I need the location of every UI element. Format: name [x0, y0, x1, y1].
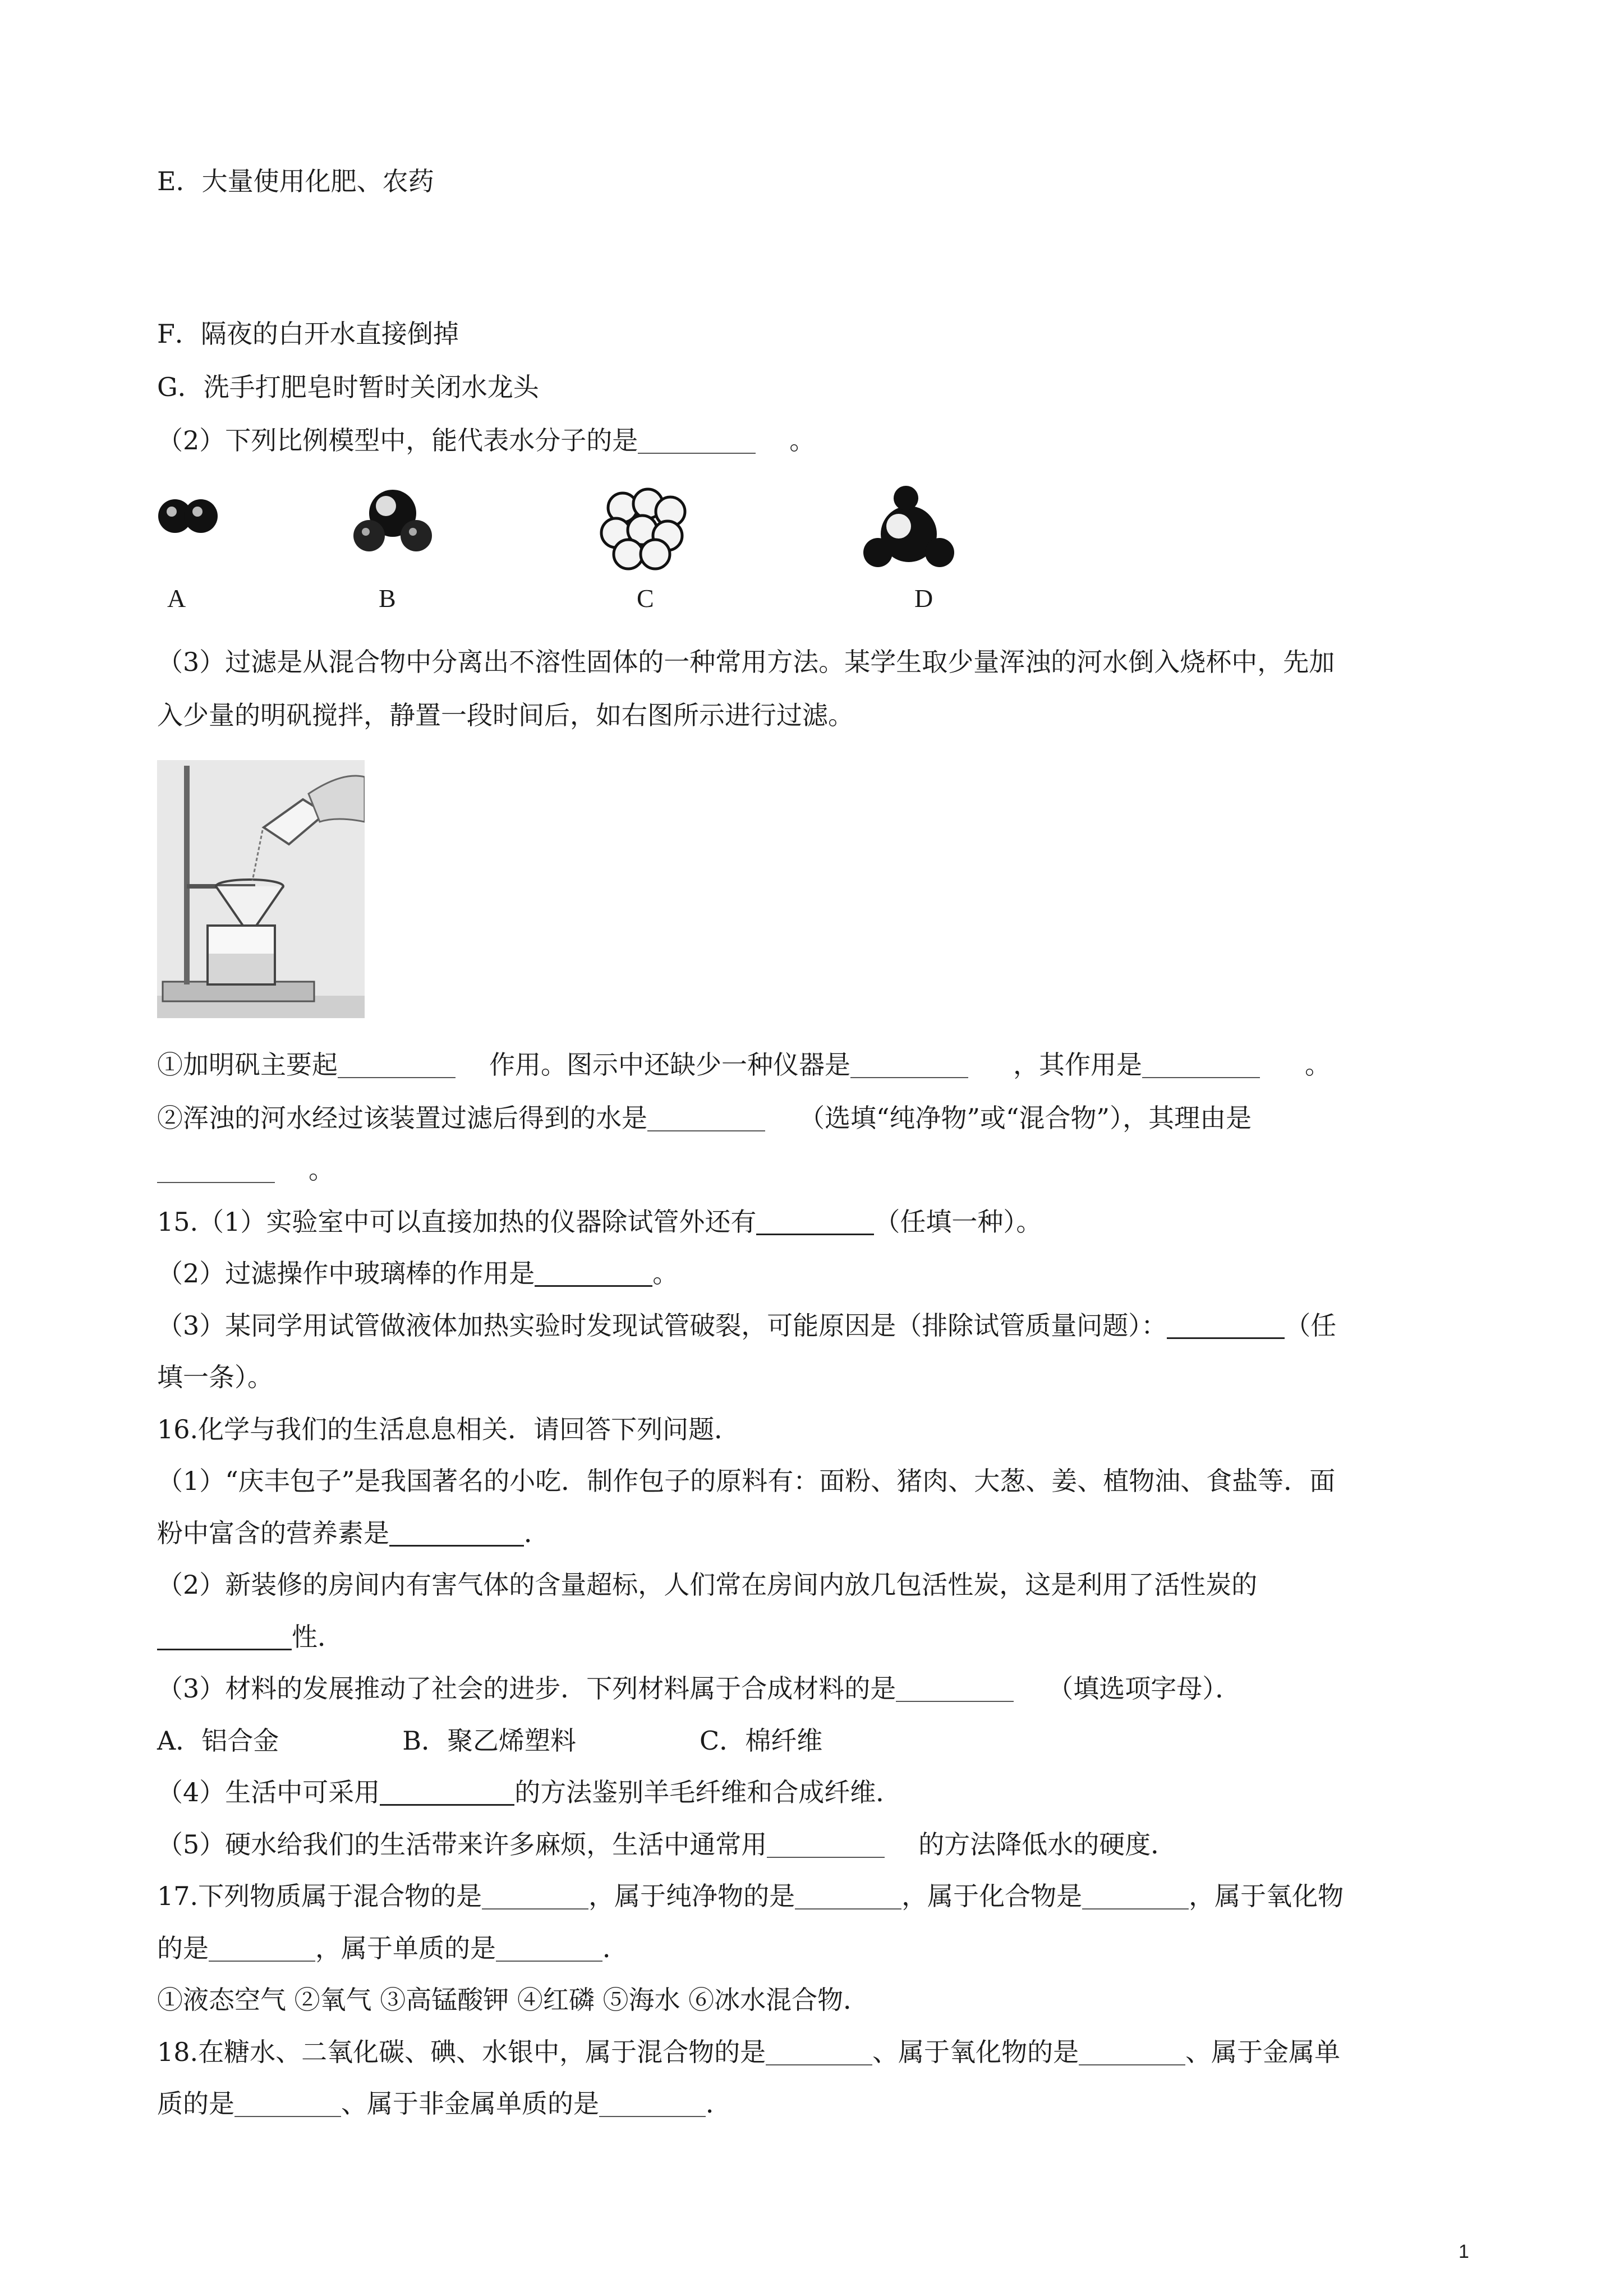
- question-15-1: 15.（1）实验室中可以直接加热的仪器除试管外还有 （任填一种）。: [157, 1207, 1042, 1237]
- page-number: 1: [1459, 2241, 1469, 2262]
- question-17-cont: 的是 ，属于单质的是 ．: [157, 1933, 628, 1963]
- answer-blank: [766, 2039, 872, 2065]
- model-label: C: [637, 584, 654, 613]
- question-16: 16.化学与我们的生活息息相关．请回答下列问题．: [157, 1414, 740, 1444]
- answer-blank: [389, 1519, 524, 1547]
- question-16-options: A．铝合金 B．聚乙烯塑料 C．棉纤维: [157, 1726, 823, 1756]
- model-c: [589, 482, 690, 623]
- model-label: D: [914, 584, 933, 613]
- answer-blank: [638, 427, 756, 454]
- answer-blank: [767, 1831, 885, 1858]
- answer-blank: [209, 1935, 315, 1962]
- model-label: A: [167, 584, 186, 613]
- question-16-1-cont: 粉中富含的营养素是 ．: [157, 1518, 550, 1548]
- sub-question-2: ②浑浊的河水经过该装置过滤后得到的水是 （选填“纯净物”或“混合物”），其理由是: [157, 1103, 1252, 1133]
- answer-blank: [647, 1105, 765, 1131]
- question-15-2: （2）过滤操作中玻璃棒的作用是 。: [157, 1258, 679, 1289]
- model-d: [853, 482, 954, 623]
- answer-blank: [1079, 2039, 1185, 2065]
- answer-blank: [795, 1883, 901, 1910]
- answer-blank: [234, 2090, 341, 2117]
- answer-blank: [896, 1675, 1014, 1702]
- answer-blank: [482, 1883, 588, 1910]
- answer-blank: [599, 2090, 706, 2117]
- model-a: [151, 482, 252, 623]
- water-molecule-icon: [342, 482, 443, 567]
- question-16-3: （3）材料的发展推动了社会的进步．下列材料属于合成材料的是 （填选项字母）．: [157, 1673, 1241, 1704]
- question-3-line-2: 入少量的明矾搅拌，静置一段时间后，如右图所示进行过滤。: [157, 700, 854, 730]
- question-15-3: （3）某同学用试管做液体加热实验时发现试管破裂，可能原因是（排除试管质量问题）： （任: [157, 1310, 1337, 1341]
- sub-question-1: ①加明矾主要起 作用。图示中还缺少一种仪器是 ，其作用是 。: [157, 1050, 1331, 1080]
- diatomic-molecule-icon: [151, 482, 252, 550]
- question-16-4: （4）生活中可采用 的方法鉴别羊毛纤维和合成纤维．: [157, 1777, 902, 1807]
- question-16-2: （2）新装修的房间内有害气体的含量超标，人们常在房间内放几包活性炭，这是利用了活性炭的: [157, 1570, 1258, 1600]
- question-15-3-cont: 填一条）。: [157, 1362, 273, 1392]
- answer-blank: [1082, 1883, 1189, 1910]
- answer-blank: [1167, 1312, 1285, 1339]
- option-e: E．大量使用化肥、农药: [157, 166, 434, 196]
- model-b: [342, 482, 443, 623]
- answer-blank: [338, 1051, 456, 1078]
- tetrahedral-molecule-icon: [853, 482, 965, 578]
- question-2: （2）下列比例模型中，能代表水分子的是 。: [157, 425, 816, 455]
- question-17: 17.下列物质属于混合物的是 ，属于纯净物的是 ，属于化合物是 ，属于氧化物: [157, 1881, 1344, 1911]
- question-3-line-1: （3）过滤是从混合物中分离出不溶性固体的一种常用方法。某学生取少量浑浊的河水倒入烧杯中，先加: [157, 647, 1335, 677]
- question-18: 18.在糖水、二氧化碳、碘、水银中，属于混合物的是 、属于氧化物的是 、属于金属单: [157, 2037, 1341, 2067]
- answer-blank: [1142, 1051, 1260, 1078]
- model-label: B: [379, 584, 396, 613]
- answer-blank: [496, 1935, 602, 1962]
- question-16-2-cont: 性．: [157, 1620, 343, 1654]
- cluster-molecule-icon: [589, 482, 701, 572]
- answer-blank: [756, 1208, 874, 1235]
- answer-blank: [850, 1051, 968, 1078]
- answer-blank: [535, 1259, 652, 1287]
- option-g: G．洗手打肥皂时暂时关闭水龙头: [157, 372, 539, 402]
- question-17-list: ①液态空气 ②氧气 ③高锰酸钾 ④红磷 ⑤海水 ⑥冰水混合物．: [157, 1985, 869, 2015]
- answer-blank: [157, 1623, 292, 1650]
- answer-blank: [380, 1778, 514, 1806]
- question-16-1: （1）“庆丰包子”是我国著名的小吃．制作包子的原料有：面粉、猪肉、大葱、姜、植物油、食盐等．面: [157, 1466, 1336, 1496]
- sub-question-2-cont: 。: [157, 1153, 334, 1186]
- filtration-apparatus-image: [157, 760, 365, 1018]
- answer-blank: [157, 1156, 275, 1183]
- molecule-models: [151, 482, 993, 623]
- question-16-5: （5）硬水给我们的生活带来许多麻烦，生活中通常用 的方法降低水的硬度．: [157, 1829, 1177, 1860]
- question-18-cont: 质的是 、属于非金属单质的是 ．: [157, 2088, 732, 2119]
- option-f: F．隔夜的白开水直接倒掉: [157, 319, 459, 349]
